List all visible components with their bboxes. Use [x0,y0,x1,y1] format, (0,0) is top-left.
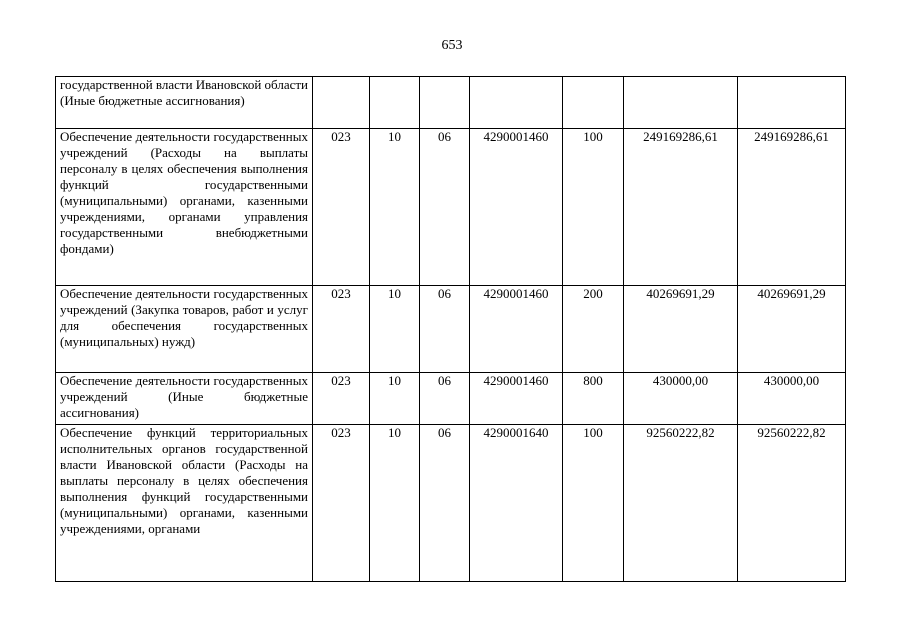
subsection-code [420,77,470,129]
subsection-code: 06 [420,129,470,286]
subsection-code: 06 [420,286,470,373]
row-description: государственной власти Ивановской области (Иные бюджетные ассигнования) [56,77,313,129]
table-row [56,425,846,582]
subsection-code: 06 [420,373,470,425]
page-number: 653 [441,38,463,53]
section-code: 10 [370,425,420,582]
row-description: Обеспечение деятельности государственных учреждений (Расходы на выплаты персоналу в целях обеспечения выполнения функций государственными (муниципальными) органами, казенными учреждениями, органами управления государственными внебюджетными фондами) [56,129,313,286]
section-code [370,77,420,129]
expense-type-code [563,77,624,129]
section-code: 10 [370,286,420,373]
table-row [56,286,846,373]
expense-type-code: 200 [563,286,624,373]
amount-cell: 249169286,61 [738,129,846,286]
ministry-code: 023 [313,129,370,286]
table-row [56,373,846,425]
amount-cell: 249169286,61 [624,129,738,286]
amount-cell [624,77,738,129]
target-article-code: 4290001460 [470,129,563,286]
expense-type-code: 100 [563,425,624,582]
section-code: 10 [370,373,420,425]
section-code: 10 [370,129,420,286]
row-description: Обеспечение деятельности государственных учреждений (Закупка товаров, работ и услуг для обеспечения государственных (муниципальных) нужд) [56,286,313,373]
target-article-code: 4290001460 [470,373,563,425]
target-article-code: 4290001640 [470,425,563,582]
table-row [56,129,846,286]
row-description: Обеспечение деятельности государственных учреждений (Иные бюджетные ассигнования) [56,373,313,425]
expense-type-code: 100 [563,129,624,286]
ministry-code [313,77,370,129]
amount-cell: 40269691,29 [624,286,738,373]
subsection-code: 06 [420,425,470,582]
table-row [56,77,846,129]
amount-cell: 430000,00 [624,373,738,425]
ministry-code: 023 [313,425,370,582]
budget-table [55,76,846,582]
amount-cell: 40269691,29 [738,286,846,373]
target-article-code [470,77,563,129]
ministry-code: 023 [313,373,370,425]
amount-cell: 430000,00 [738,373,846,425]
ministry-code: 023 [313,286,370,373]
amount-cell [738,77,846,129]
row-description: Обеспечение функций территориальных исполнительных органов государственной власти Ивановской области (Расходы на выплаты персоналу в целях обеспечения выполнения функций государственными (муниципальными) органами, казенными учреждениями, органами [56,425,313,582]
expense-type-code: 800 [563,373,624,425]
amount-cell: 92560222,82 [624,425,738,582]
target-article-code: 4290001460 [470,286,563,373]
amount-cell: 92560222,82 [738,425,846,582]
